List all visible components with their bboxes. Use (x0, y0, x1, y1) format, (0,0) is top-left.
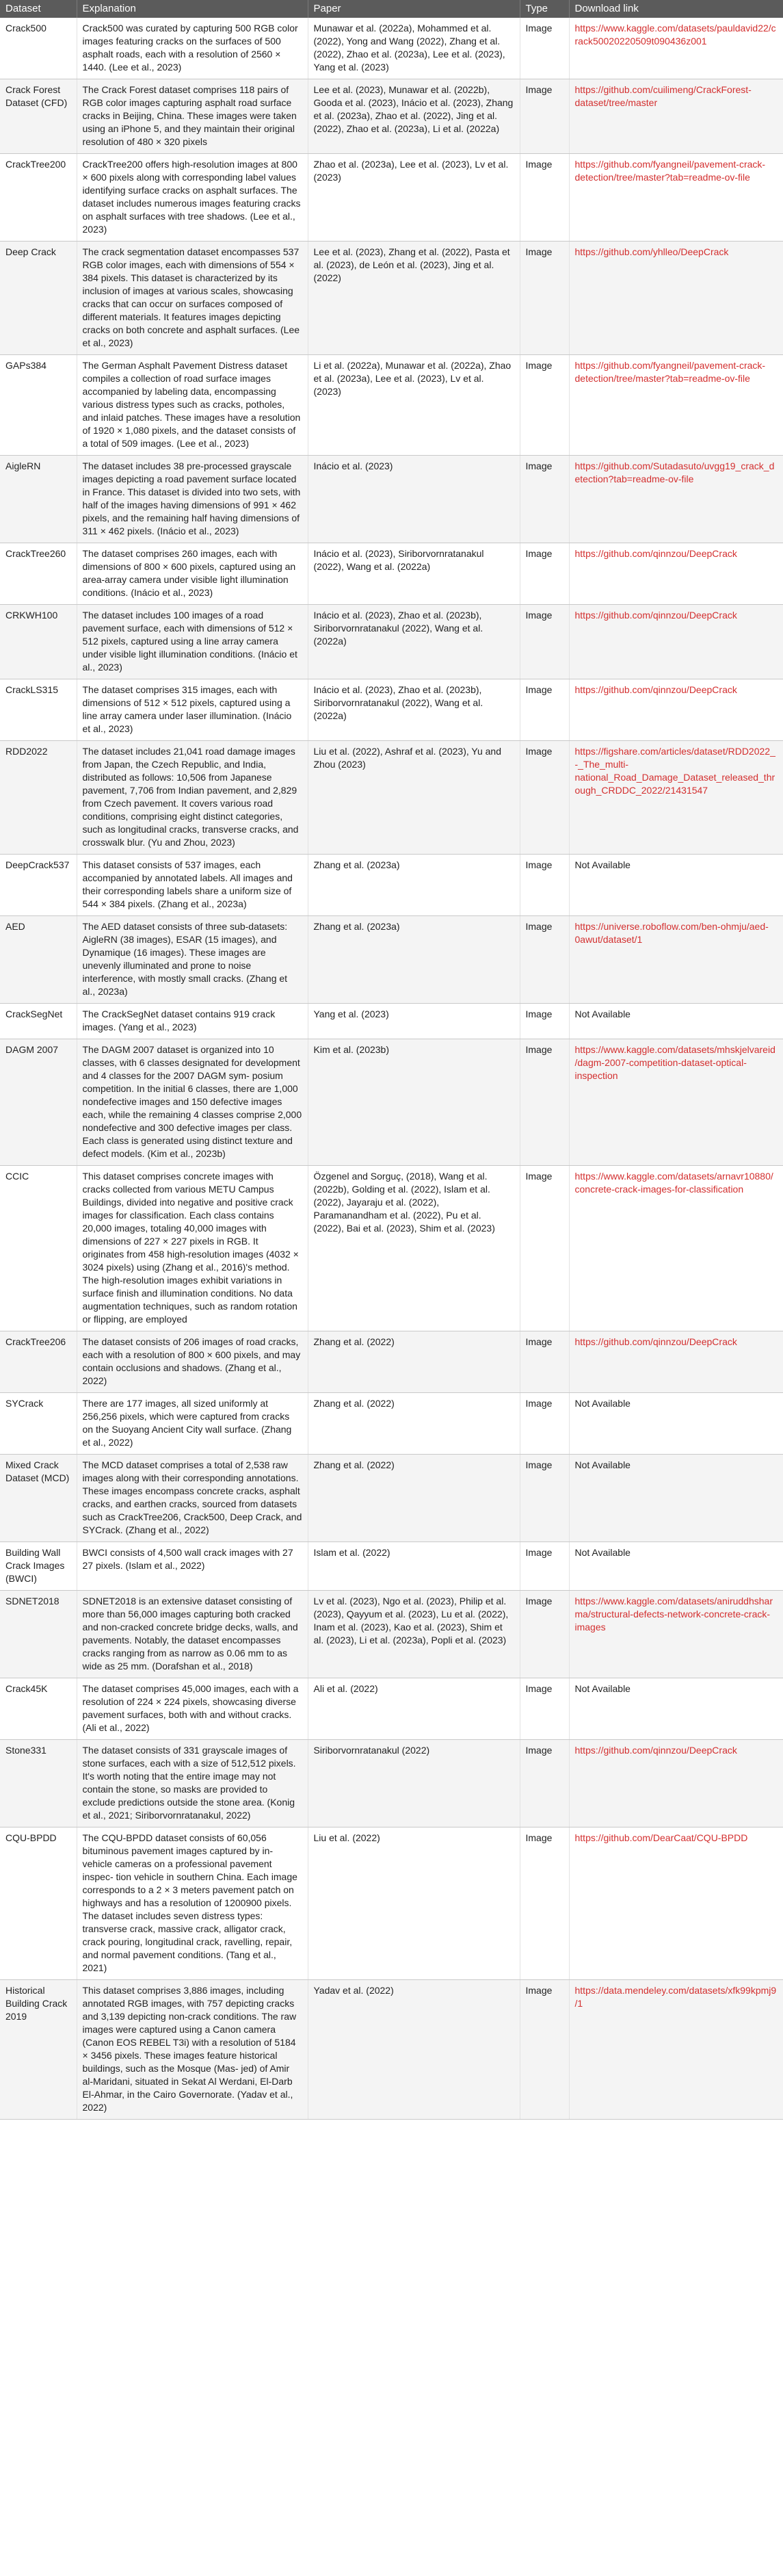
explanation-cell: The dataset includes 100 images of a road pavement surface, each with dimensions of 512 × 512 pixels, captured using a line array camera under visible light illumination conditions. (Inácio et al., 2023) (77, 605, 308, 679)
download-link-cell[interactable] (569, 1980, 783, 2120)
download-link[interactable]: https://github.com/DearCaat/CQU-BPDD (574, 1832, 748, 1843)
dataset-name-cell: Historical Building Crack 2019 (0, 1980, 77, 2120)
explanation-cell: The AED dataset consists of three sub-datasets: AigleRN (38 images), ESAR (15 images), and Dynamique (16 images). These images are unevenly illuminated and prone to noise interference, with mostly small cracks. (Zhang et al., 2023a) (77, 916, 308, 1004)
download-link-cell[interactable] (569, 154, 783, 242)
table-body (0, 18, 783, 2120)
table-row (0, 1331, 783, 1393)
explanation-cell: The dataset includes 38 pre-processed grayscale images depicting a road pavement surface located in France. This dataset is divided into two sets, with half of the images having dimensions of 991 × 462 pixels, and the remaining half having dimensions of 311 × 462 pixels. (Inácio et al., 2023) (77, 456, 308, 543)
dataset-name-cell: Crack500 (0, 18, 77, 79)
explanation-cell: The dataset comprises 45,000 images, each with a resolution of 224 × 224 pixels, showcasing diverse pavement surfaces, both with and without cracks. (Ali et al., 2022) (77, 1678, 308, 1740)
table-row (0, 18, 783, 79)
download-link-cell[interactable] (569, 1039, 783, 1166)
explanation-cell: The DAGM 2007 dataset is organized into 10 classes, with 6 classes designated for development and 4 classes for the 2007 DAGM sym- posium competition. In the initial 6 classes, there are 1,000 nondefective images and 150 defective images each, while the remaining 4 classes comprise 2,000 nondefective and 300 defective images per class. Each class is generated using distinct texture and defect models. (Kim et al., 2023b) (77, 1039, 308, 1166)
paper-cell: Munawar et al. (2022a), Mohammed et al. (2022), Yong and Wang (2022), Zhang et al. (2022), Zhao et al. (2023a), Lee et al. (2023), Yang et al. (2023) (308, 18, 520, 79)
paper-cell: Lv et al. (2023), Ngo et al. (2023), Philip et al. (2023), Qayyum et al. (2023), Lu et al. (2022), Inam et al. (2023), Kao et al. (2023), Shim et al. (2023), Li et al. (2023a), Popli et al. (2023) (308, 1591, 520, 1678)
download-link-cell[interactable] (569, 355, 783, 456)
table-row (0, 1393, 783, 1455)
dataset-name-cell: CrackSegNet (0, 1004, 77, 1039)
dataset-name-cell: AigleRN (0, 456, 77, 543)
paper-cell: Liu et al. (2022), Ashraf et al. (2023), Yu and Zhou (2023) (308, 741, 520, 855)
download-link[interactable]: https://github.com/cuilimeng/CrackForest-dataset/tree/master (574, 84, 752, 108)
paper-cell: Inácio et al. (2023), Zhao et al. (2023b), Siriborvornratanakul (2022), Wang et al. (2022a) (308, 679, 520, 741)
dataset-name-cell: CrackTree260 (0, 543, 77, 605)
download-link[interactable]: https://github.com/qinnzou/DeepCrack (574, 610, 737, 621)
table-row (0, 605, 783, 679)
type-cell: Image (520, 355, 569, 456)
dataset-name-cell: Building Wall Crack Images (BWCI) (0, 1542, 77, 1591)
table-row (0, 543, 783, 605)
download-link[interactable]: https://github.com/qinnzou/DeepCrack (574, 1336, 737, 1347)
type-cell: Image (520, 154, 569, 242)
download-link-cell: Not Available (569, 1004, 783, 1039)
type-cell: Image (520, 1591, 569, 1678)
paper-cell: Zhang et al. (2022) (308, 1393, 520, 1455)
download-link-cell: Not Available (569, 1393, 783, 1455)
download-link[interactable]: https://github.com/Sutadasuto/uvgg19_crack_detection?tab=readme-ov-file (574, 460, 775, 484)
download-link-cell: Not Available (569, 1678, 783, 1740)
table-row (0, 79, 783, 154)
download-link-cell: Not Available (569, 1455, 783, 1542)
type-cell: Image (520, 1166, 569, 1331)
table-row (0, 1166, 783, 1331)
paper-cell: Lee et al. (2023), Zhang et al. (2022), Pasta et al. (2023), de León et al. (2023), Jing et al. (2022) (308, 242, 520, 355)
type-cell: Image (520, 1980, 569, 2120)
explanation-cell: The Crack Forest dataset comprises 118 pairs of RGB color images capturing asphalt road surface cracks in Beijing, China. These images were taken using an iPhone 5, and they maintain their original resolution of 480 × 320 pixels (77, 79, 308, 154)
table-row (0, 154, 783, 242)
table-row (0, 242, 783, 355)
download-link-cell[interactable] (569, 1331, 783, 1393)
explanation-cell: This dataset comprises 3,886 images, including annotated RGB images, with 757 depicting cracks and 3,139 depicting non-crack conditions. The raw images were captured using a Canon camera (Canon EOS REBEL T3i) with a resolution of 5184 × 3456 pixels. These images feature historical buildings, such as the Mosque (Mas- jed) of Amir al-Maridani, situated in Sekat Al Werdani, El-Darb El-Ahmar, in the Cairo Governorate. (Yadav et al., 2022) (77, 1980, 308, 2120)
explanation-cell: This dataset comprises concrete images with cracks collected from various METU Campus Buildings, divided into negative and positive crack images for classification. Each class contains 20,000 images, totaling 40,000 images with dimensions of 227 × 227 pixels in RGB. It originates from 458 high-resolution images (4032 × 3024 pixels) using (Zhang et al., 2016)'s method. The high-resolution images exhibit variations in surface finish and illumination conditions. No data augmentation techniques, such as random rotation or flipping, are employed (77, 1166, 308, 1331)
paper-cell: Siriborvornratanakul (2022) (308, 1740, 520, 1827)
download-link-cell[interactable] (569, 242, 783, 355)
explanation-cell: The dataset consists of 206 images of road cracks, each with a resolution of 800 × 600 pixels, and may contain occlusions and shadows. (Zhang et al., 2022) (77, 1331, 308, 1393)
dataset-name-cell: GAPs384 (0, 355, 77, 456)
dataset-name-cell: DAGM 2007 (0, 1039, 77, 1166)
paper-cell: Zhang et al. (2022) (308, 1455, 520, 1542)
dataset-name-cell: CCIC (0, 1166, 77, 1331)
dataset-name-cell: CrackLS315 (0, 679, 77, 741)
explanation-cell: The CrackSegNet dataset contains 919 crack images. (Yang et al., 2023) (77, 1004, 308, 1039)
type-cell: Image (520, 543, 569, 605)
paper-cell: Zhang et al. (2022) (308, 1331, 520, 1393)
table-row (0, 456, 783, 543)
dataset-name-cell: AED (0, 916, 77, 1004)
header-row (0, 0, 783, 18)
explanation-cell: There are 177 images, all sized uniformly at 256,256 pixels, which were captured from cracks on the Suoyang Ancient City wall surface. (Zhang et al., 2022) (77, 1393, 308, 1455)
dataset-name-cell: Crack45K (0, 1678, 77, 1740)
dataset-name-cell: Crack Forest Dataset (CFD) (0, 79, 77, 154)
download-link-cell: Not Available (569, 855, 783, 916)
table-row (0, 1827, 783, 1980)
download-link-cell[interactable] (569, 18, 783, 79)
dataset-name-cell: CQU-BPDD (0, 1827, 77, 1980)
dataset-name-cell: Stone331 (0, 1740, 77, 1827)
download-link-cell[interactable] (569, 1166, 783, 1331)
download-link-cell[interactable] (569, 1827, 783, 1980)
type-cell: Image (520, 242, 569, 355)
download-link-cell[interactable] (569, 456, 783, 543)
type-cell: Image (520, 1827, 569, 1980)
download-link-cell: Not Available (569, 1542, 783, 1591)
paper-cell: Islam et al. (2022) (308, 1542, 520, 1591)
paper-cell: Özgenel and Sorguç, (2018), Wang et al. (2022b), Golding et al. (2022), Islam et al. (2022), Jayaraju et al. (2022), Paramanandham et al. (2022), Pu et al. (2022), Bai et al. (2023), Shim et al. (2023) (308, 1166, 520, 1331)
paper-cell: Ali et al. (2022) (308, 1678, 520, 1740)
header-explanation: Explanation (77, 0, 308, 18)
paper-cell: Inácio et al. (2023) (308, 456, 520, 543)
download-link-cell[interactable] (569, 543, 783, 605)
type-cell: Image (520, 605, 569, 679)
download-link[interactable]: https://data.mendeley.com/datasets/xfk99kpmj9/1 (574, 1985, 777, 2009)
table-row (0, 741, 783, 855)
paper-cell: Zhang et al. (2023a) (308, 855, 520, 916)
header-paper: Paper (308, 0, 520, 18)
table-row (0, 679, 783, 741)
type-cell: Image (520, 1004, 569, 1039)
type-cell: Image (520, 1678, 569, 1740)
download-link-cell[interactable] (569, 1740, 783, 1827)
table-row (0, 1678, 783, 1740)
header-download-link: Download link (569, 0, 783, 18)
paper-cell: Yang et al. (2023) (308, 1004, 520, 1039)
download-link-cell[interactable] (569, 679, 783, 741)
paper-cell: Liu et al. (2022) (308, 1827, 520, 1980)
explanation-cell: The dataset comprises 315 images, each with dimensions of 512 × 512 pixels, captured using a line array camera under laser illumination. (Inácio et al., 2023) (77, 679, 308, 741)
header-type: Type (520, 0, 569, 18)
type-cell: Image (520, 456, 569, 543)
paper-cell: Inácio et al. (2023), Siriborvornratanakul (2022), Wang et al. (2022a) (308, 543, 520, 605)
explanation-cell: The dataset comprises 260 images, each with dimensions of 800 × 600 pixels, captured using an area-array camera under visible light illumination conditions. (Inácio et al., 2023) (77, 543, 308, 605)
type-cell: Image (520, 741, 569, 855)
download-link[interactable]: https://www.kaggle.com/datasets/aniruddhsharma/structural-defects-network-concrete-crack-images (574, 1596, 773, 1632)
table-header (0, 0, 783, 18)
type-cell: Image (520, 18, 569, 79)
dataset-name-cell: Deep Crack (0, 242, 77, 355)
download-link[interactable]: https://www.kaggle.com/datasets/mhskjelvareid/dagm-2007-competition-dataset-optical-inspection (574, 1044, 775, 1081)
dataset-name-cell: RDD2022 (0, 741, 77, 855)
download-link[interactable]: https://www.kaggle.com/datasets/pauldavid22/crack50020220509t090436z001 (574, 23, 776, 47)
paper-cell: Zhao et al. (2023a), Lee et al. (2023), Lv et al. (2023) (308, 154, 520, 242)
explanation-cell: The dataset consists of 331 grayscale images of stone surfaces, each with a size of 512,512 pixels. It's worth noting that the entire image may not contain the stone, so masks are provided to exclude predictions outside the stone area. (Konig et al., 2021; Siriborvornratanakul, 2022) (77, 1740, 308, 1827)
dataset-name-cell: CrackTree206 (0, 1331, 77, 1393)
type-cell: Image (520, 1393, 569, 1455)
type-cell: Image (520, 1455, 569, 1542)
type-cell: Image (520, 1740, 569, 1827)
download-link[interactable]: https://github.com/qinnzou/DeepCrack (574, 548, 737, 559)
paper-cell: Kim et al. (2023b) (308, 1039, 520, 1166)
paper-cell: Li et al. (2022a), Munawar et al. (2022a), Zhao et al. (2023a), Lee et al. (2023), Lv et al. (2023) (308, 355, 520, 456)
explanation-cell: The CQU-BPDD dataset consists of 60,056 bituminous pavement images captured by in-vehicle cameras on a professional pavement inspec- tion vehicle in southern China. Each image corresponds to a 2 × 3 meters pavement patch on highways and has a resolution of 1200900 pixels. The dataset includes seven distress types: transverse crack, massive crack, alligator crack, crack pouring, longitudinal crack, ravelling, repair, and normal pavement conditions. (Tang et al., 2021) (77, 1827, 308, 1980)
explanation-cell: This dataset consists of 537 images, each accompanied by annotated labels. All images and their corresponding labels share a uniform size of 544 × 384 pixels. (Zhang et al., 2023a) (77, 855, 308, 916)
dataset-name-cell: SYCrack (0, 1393, 77, 1455)
table-row (0, 355, 783, 456)
type-cell: Image (520, 79, 569, 154)
download-link[interactable]: https://github.com/fyangneil/pavement-crack-detection/tree/master?tab=readme-ov-file (574, 159, 766, 183)
type-cell: Image (520, 1331, 569, 1393)
table-row (0, 1980, 783, 2120)
download-link-cell[interactable] (569, 79, 783, 154)
paper-cell: Zhang et al. (2023a) (308, 916, 520, 1004)
explanation-cell: Crack500 was curated by capturing 500 RGB color images featuring cracks on the surfaces of 500 asphalt roads, each with a resolution of 2560 × 1440. (Lee et al., 2023) (77, 18, 308, 79)
type-cell: Image (520, 679, 569, 741)
dataset-name-cell: CRKWH100 (0, 605, 77, 679)
paper-cell: Yadav et al. (2022) (308, 1980, 520, 2120)
explanation-cell: The German Asphalt Pavement Distress dataset compiles a collection of road surface images accompanied by labeling data, encompassing various distress types such as cracks, potholes, and inlaid patches. These images have a resolution of 1920 × 1,080 pixels, and the dataset consists of a total of 509 images. (Lee et al., 2023) (77, 355, 308, 456)
explanation-cell: BWCI consists of 4,500 wall crack images with 27 27 pixels. (Islam et al., 2022) (77, 1542, 308, 1591)
download-link[interactable]: https://universe.roboflow.com/ben-ohmju/aed-0awut/dataset/1 (574, 921, 769, 945)
dataset-name-cell: SDNET2018 (0, 1591, 77, 1678)
download-link-cell[interactable] (569, 1591, 783, 1678)
download-link[interactable]: https://www.kaggle.com/datasets/arnavr10880/concrete-crack-images-for-classification (574, 1171, 773, 1195)
table-row (0, 1455, 783, 1542)
paper-cell: Lee et al. (2023), Munawar et al. (2022b), Gooda et al. (2023), Inácio et al. (2023), Zhang et al. (2023a), Zhao et al. (2022), Jing et al. (2022), Zhao et al. (2023a), Li et al. (2022a) (308, 79, 520, 154)
download-link-cell[interactable] (569, 605, 783, 679)
header-dataset: Dataset (0, 0, 77, 18)
table-row (0, 916, 783, 1004)
download-link[interactable]: https://github.com/fyangneil/pavement-crack-detection/tree/master?tab=readme-ov-file (574, 360, 766, 384)
table-row (0, 1591, 783, 1678)
explanation-cell: The crack segmentation dataset encompasses 537 RGB color images, each with dimensions of 554 × 384 pixels. This dataset is characterized by its inclusion of images at various scales, showcasing cracks that can occur on surfaces composed of different materials. It features images depicting cracks on both concrete and asphalt surfaces. (Lee et al., 2023) (77, 242, 308, 355)
explanation-cell: The MCD dataset comprises a total of 2,538 raw images along with their corresponding annotations. These images encompass concrete cracks, asphalt cracks, and earthen cracks, sourced from datasets such as CrackTree206, Crack500, Deep Crack, and SYCrack. (Zhang et al., 2022) (77, 1455, 308, 1542)
explanation-cell: CrackTree200 offers high-resolution images at 800 × 600 pixels along with corresponding label values identifying surface cracks on asphalt surfaces. The dataset includes numerous images featuring cracks on asphalt surfaces with tree shadows. (Lee et al., 2023) (77, 154, 308, 242)
table-row (0, 1740, 783, 1827)
type-cell: Image (520, 1542, 569, 1591)
download-link[interactable]: https://github.com/yhlleo/DeepCrack (574, 246, 729, 257)
dataset-name-cell: DeepCrack537 (0, 855, 77, 916)
type-cell: Image (520, 916, 569, 1004)
table-row (0, 1039, 783, 1166)
type-cell: Image (520, 1039, 569, 1166)
table-row (0, 1004, 783, 1039)
explanation-cell: SDNET2018 is an extensive dataset consisting of more than 56,000 images capturing both cracked and non-cracked concrete bridge decks, walls, and pavements. Notably, the dataset encompasses cracks ranging from as narrow as 0.06 mm to as wide as 25 mm. (Dorafshan et al., 2018) (77, 1591, 308, 1678)
table-row (0, 855, 783, 916)
download-link-cell[interactable] (569, 916, 783, 1004)
download-link[interactable]: https://github.com/qinnzou/DeepCrack (574, 684, 737, 695)
table-row (0, 1542, 783, 1591)
dataset-name-cell: Mixed Crack Dataset (MCD) (0, 1455, 77, 1542)
dataset-name-cell: CrackTree200 (0, 154, 77, 242)
paper-cell: Inácio et al. (2023), Zhao et al. (2023b), Siriborvornratanakul (2022), Wang et al. (2022a) (308, 605, 520, 679)
explanation-cell: The dataset includes 21,041 road damage images from Japan, the Czech Republic, and India, distributed as follows: 10,506 from Japanese pavement, 7,706 from Indian pavement, and 2,829 from Czech pavement. It covers various road conditions, comprising eight distinct categories, such as longitudinal cracks, transverse cracks, and crosswalk blur. (Yu and Zhou, 2023) (77, 741, 308, 855)
download-link[interactable]: https://figshare.com/articles/dataset/RDD2022_-_The_multi-national_Road_Damage_Dataset_released_through_CRDDC_2022/21431547 (574, 746, 775, 796)
download-link-cell[interactable] (569, 741, 783, 855)
download-link[interactable]: https://github.com/qinnzou/DeepCrack (574, 1745, 737, 1756)
type-cell: Image (520, 855, 569, 916)
